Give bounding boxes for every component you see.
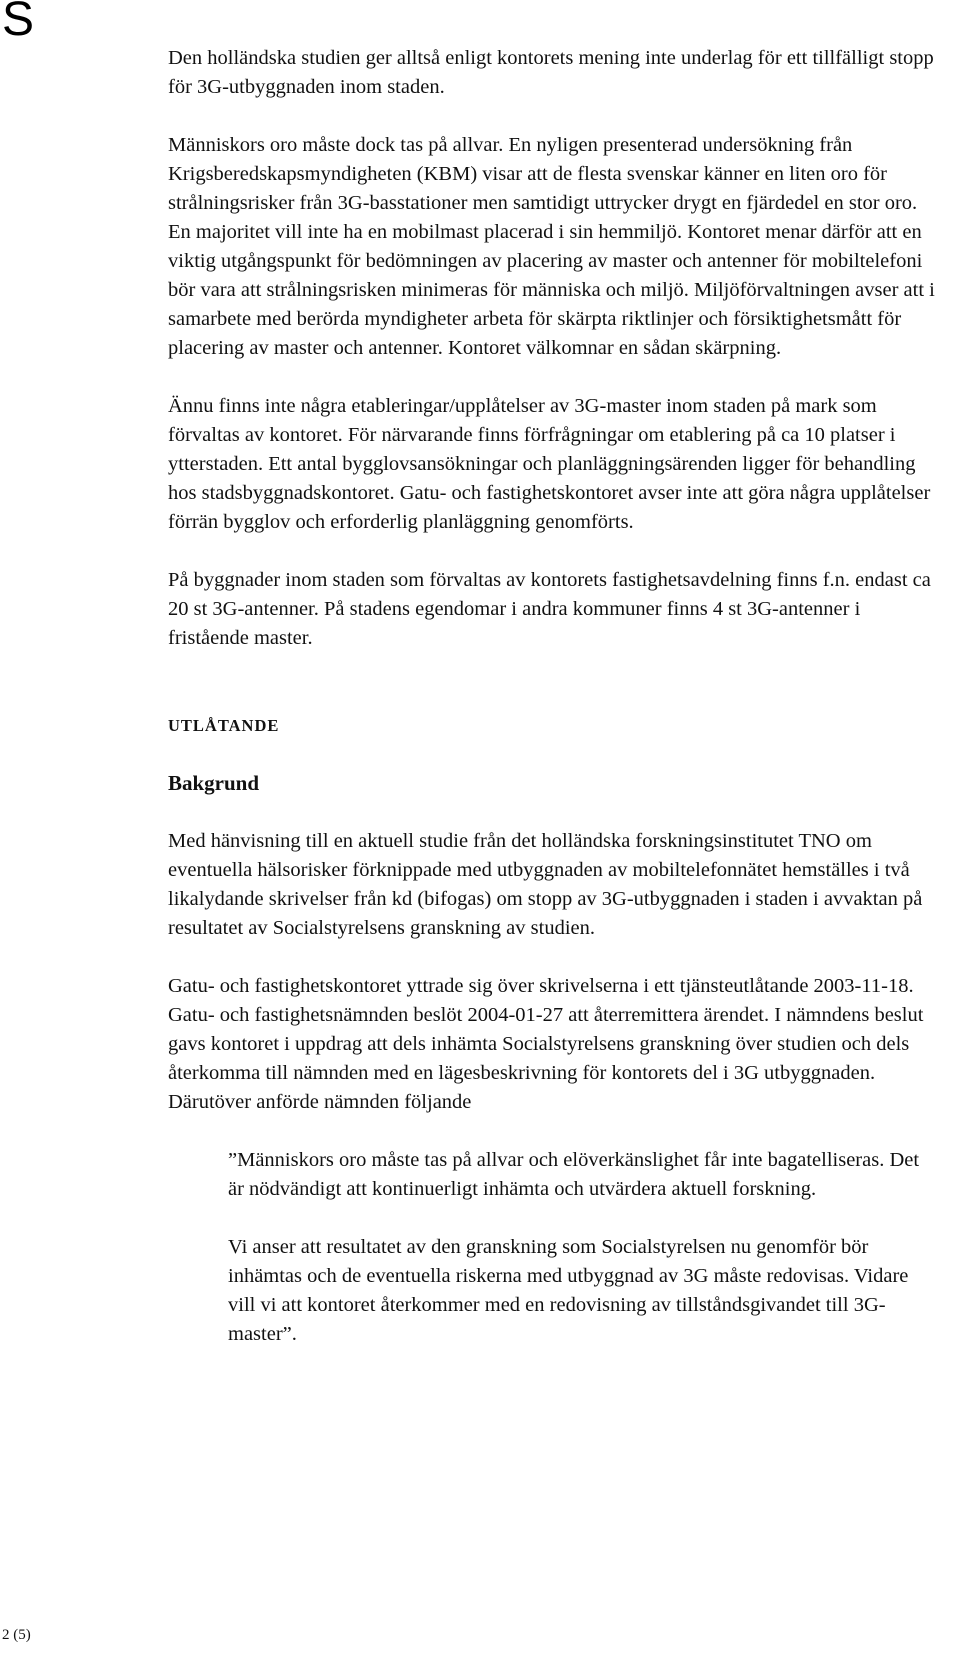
paragraph-buildings: På byggnader inom staden som förvaltas av kontorets fastighetsavdelning finns f.n. endast ca 20 st 3G-antenner. På stadens egendomar i andra kommuner finns 4 st 3G-antenner i fristående master.	[168, 569, 931, 649]
paragraph-public-concern: Människors oro måste dock tas på allvar. En nyligen presenterad undersökning från Krigsberedskapsmyndigheten (KBM) visar att de flesta svenskar känner en liten oro för strålningsrisker från 3G-basstationer men samtidigt uttrycker drygt en fjärdedel en stor oro. En majoritet vill inte ha en mobilmast placerad i sin hemmiljö. Kontoret menar därför att en viktig utgångspunkt för bedömningen av placering av master och antenner för mobiltelefoni bör vara att strålningsrisken minimeras för människa och miljö. Miljöförvaltningen avser att i samarbete med berörda myndigheter arbeta för skärpta riktlinjer och försiktighetsmått för placering av master och antenner. Kontoret välkomnar en sådan skärpning.	[168, 134, 935, 359]
paragraph-holland-study: Den holländska studien ger alltså enligt kontorets mening inte underlag för ett tillfälligt stopp för 3G-utbyggnaden inom staden.	[168, 47, 934, 98]
logo-letter: S	[2, 0, 35, 46]
document-body	[168, 44, 940, 1349]
paragraph-tno-study: Med hänvisning till en aktuell studie från det holländska forskningsinstitutet TNO om eventuella hälsorisker förknippade med utbyggnaden av mobiltelefonnätet hemställes i två likalydande skrivelser från kd (bifogas) om stopp av 3G-utbyggnaden i staden i avvaktan på resultatet av Socialstyrelsens granskning av studien.	[168, 830, 923, 939]
page-number: 2 (5)	[2, 1627, 31, 1643]
paragraph-establishments: Ännu finns inte några etableringar/upplåtelser av 3G-master inom staden på mark som förvaltas av kontoret. För närvarande finns förfrågningar om etablering på ca 10 platser i ytterstaden. Ett antal bygglovsansökningar och planläggningsärenden ligger för behandling hos stadsbyggnadskontoret. Gatu- och fastighetskontoret avser inte att göra några upplåtelser förrän bygglov och erforderlig planläggning genomförts.	[168, 395, 931, 533]
heading-bakgrund: Bakgrund	[168, 771, 260, 795]
quotation-block	[228, 1146, 940, 1349]
paragraph-committee-decision: Gatu- och fastighetskontoret yttrade sig över skrivelserna i ett tjänsteutlåtande 2003-11-18. Gatu- och fastighetsnämnden beslöt 2004-01-27 att återremittera ärendet. I nämndens beslut gavs kontoret i uppdrag att dels inhämta Socialstyrelsens granskning över studien och dels återkomma till nämnden med en lägesbeskrivning för kontorets del i 3G utbyggnaden. Därutöver anförde nämnden följande	[168, 975, 924, 1113]
quote-paragraph-2: Vi anser att resultatet av den granskning som Socialstyrelsen nu genomför bör inhämtas och de eventuella riskerna med utbyggnad av 3G måste redovisas. Vidare vill vi att kontoret återkommer med en redovisning av tillståndsgivandet till 3G-master”.	[228, 1236, 909, 1345]
heading-utlatande: UTLÅTANDE	[168, 716, 280, 735]
quote-paragraph-1: ”Människors oro måste tas på allvar och elöverkänslighet får inte bagatelliseras. Det är nödvändigt att kontinuerligt inhämta och utvärdera aktuell forskning.	[228, 1149, 920, 1200]
